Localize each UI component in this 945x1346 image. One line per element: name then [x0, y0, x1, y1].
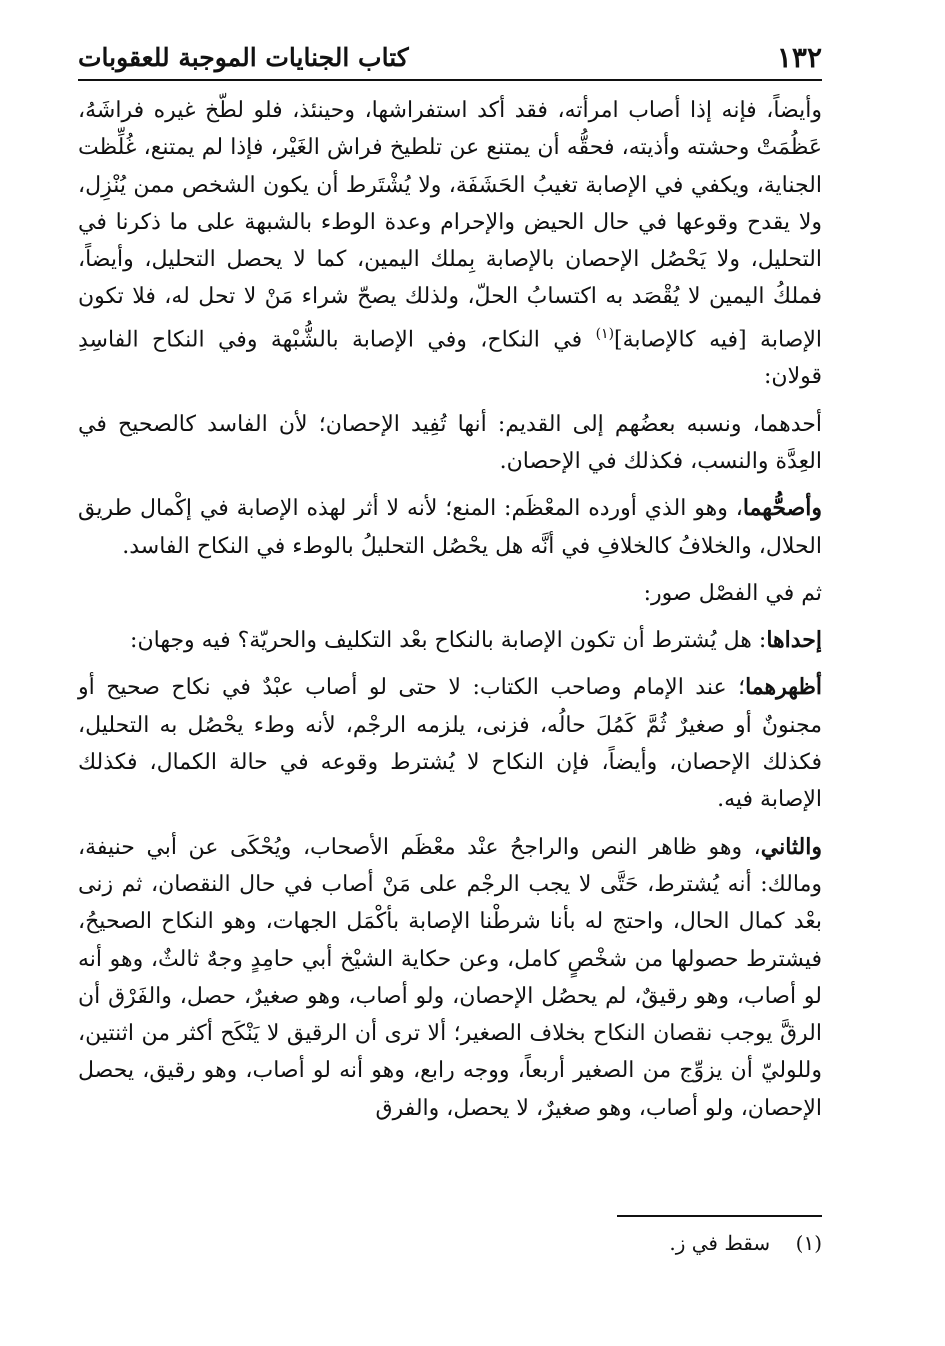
footnote: [669, 1228, 822, 1258]
header-divider: [78, 79, 822, 81]
main-text: [78, 92, 822, 1137]
paragraph-lead: أظهرهما: [745, 674, 822, 701]
footnote-reference[interactable]: (١): [595, 325, 615, 342]
paragraph-text: : هل يُشترط أن تكون الإصابة بالنكاح بعْد التكليف والحريّة؟ فيه وجهان:: [130, 628, 767, 654]
page-header: [78, 38, 822, 78]
running-title: كتاب الجنايات الموجبة للعقوبات: [78, 43, 409, 72]
footnote-divider: [617, 1215, 822, 1217]
paragraph-1: [78, 92, 822, 396]
paragraph-lead: إحداها: [766, 627, 822, 654]
paragraph-4: [78, 575, 822, 612]
paragraph-text: ؛ عند الإمام وصاحب الكتاب: لا حتى لو أصاب عبْدٌ في نكاح صحيح أو مجنونٌ أو صغيرٌ ثُمَّ كَمُلَ حالُه، فزنى، يلزمه الرجْم، لأنه وطء يحْصُل به التحليل، فكذلك الإحصان، وأيضاً، فإن النكاح لا يُشترط وقوعه في حالة الكمال، فكذلك الإصابة فيه.: [78, 675, 822, 813]
paragraph-3: [78, 490, 822, 565]
paragraph-text: وأيضاً، فإنه إذا أصاب امرأته، فقد أكد استفراشها، وحينئذ، فلو لطّخ غيره فراشَهُ، عَظُمَتْ وحشته وأذيته، فحقُّه أن يمتنع عن تلطيخ فراش الغَيْر، فإذا لم يمتنع، غُلِّظت الجناية، ويكفي في الإصابة تغيبُ الحَشَفَة، ولا يُشْتَرط أن يكون الشخص ممن يُنْزِل، ولا يقدح وقوعها في حال الحيض والإحرام وعدة الوطء بالشبهة على ما ذكرنا في التحليل، ولا يَحْصُل الإحصان بالإصابة بِملك اليمين، كما لا يحصل التحليل، وأيضاً، فملكُ اليمين لا يُقْصَد به اكتسابُ الحلّ، ولذلك يصحّ شراء مَنْ لا تحل له، فلا تكون الإصابة [فيه كالإصابة]: [78, 98, 822, 353]
paragraph-lead: وأصحُّهما: [742, 495, 822, 522]
paragraph-6: [78, 669, 822, 818]
paragraph-lead: والثاني: [760, 833, 822, 860]
paragraph-text: أحدهما، ونسبه بعضُهم إلى القديم: أنها تُفِيد الإحصان؛ لأن الفاسد كالصحيح في العِدَّة والنسب، فكذلك في الإحصان.: [78, 411, 822, 474]
page-number: ١٣٢: [776, 41, 822, 74]
paragraph-text: ، وهو الذي أورده المعْظَم: المنع؛ لأنه لا أثر لهذه الإصابة في إكْمال طريق الحلال، والخلافُ كالخلافِ في أنَّه هل يحْصُل التحليلُ بالوطء في النكاح الفاسد.: [78, 496, 822, 559]
paragraph-text-continued: في النكاح، وفي الإصابة بالشُّبْهة وفي النكاح الفاسِدِ قولان:: [78, 327, 822, 390]
paragraph-text: ، وهو ظاهر النص والراجحُ عنْد معْظَم الأصحاب، ويُحْكَى عن أبي حنيفة، ومالك: أنه يُشترط، حَتَّى لا يجب الرجْم على مَنْ أصاب في حال النقصان، ثم زنى بعْد كمال الحال، واحتج له بأنا شرطْنا الإصابة بأكْمَل الجهات، وهو النكاح الصحيحُ، فيشترط حصولها من شخْصٍ كامل، وعن حكاية الشيْخ أبي حامِدٍ وجهٌ ثالثٌ، وهو أنه لو أصاب، وهو رقيقٌ، لم يحصُل الإحصان، ولو أصاب، وهو صغيرٌ، حصل، والفَرْق أن الرقَّ يوجب نقصان النكاح بخلاف الصغير؛ ألا ترى أن الرقيق لا يَنْكَح أكثر من اثنتين، وللوليّ أن يزوِّج من الصغير أربعاً، ووجه رابع، وهو أنه لو أصاب، وهو رقيق، يحصل الإحصان، ولو أصاب، وهو صغيرٌ، لا يحصل، والفرق: [78, 834, 822, 1121]
paragraph-5: [78, 622, 822, 659]
paragraph-2: [78, 406, 822, 481]
footnote-marker: (١): [795, 1231, 822, 1255]
paragraph-text: ثم في الفصْل صور:: [643, 580, 822, 606]
paragraph-7: [78, 829, 822, 1127]
footnote-text: سقط في ز.: [669, 1231, 771, 1255]
